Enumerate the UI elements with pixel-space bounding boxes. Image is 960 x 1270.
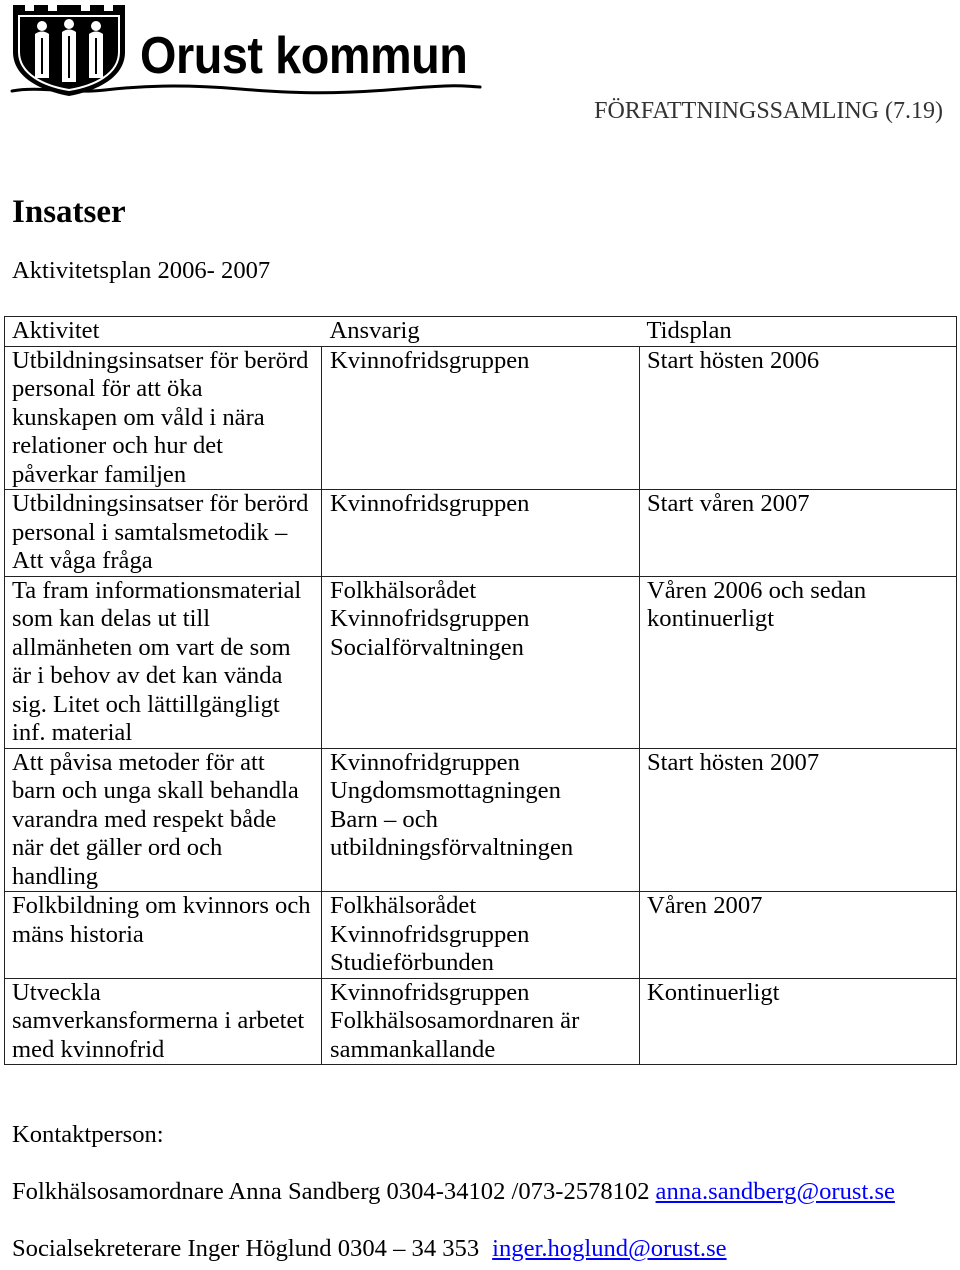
cell-text-line: Att påvisa metoder för att	[12, 748, 265, 776]
cell-aktivitet	[5, 576, 322, 748]
cell-text-line: varandra med respekt både	[12, 805, 277, 833]
cell-text-line: Barn – och	[330, 805, 438, 833]
cell-text-line: Start våren 2007	[647, 490, 810, 517]
cell-text-line: Ta fram informationsmaterial	[12, 576, 302, 604]
cell-text-line: relationer och hur det	[12, 432, 224, 459]
cell-text-line: Folkbildning om kvinnors och	[12, 892, 311, 919]
cell-ansvarig	[322, 576, 640, 748]
cell-text-line: Start hösten 2007	[647, 748, 820, 776]
cell-text-line: är i behov av det kan vända	[12, 662, 283, 689]
cell-text-line: Att våga fråga	[12, 547, 153, 574]
cell-text-line: med kvinnofrid	[12, 1035, 165, 1063]
cell-ansvarig	[322, 748, 640, 892]
cell-text-line: Start hösten 2006	[647, 346, 820, 374]
cell-text-line: Våren 2007	[647, 892, 763, 919]
cell-ansvarig	[322, 490, 640, 577]
column-header-ansvarig: Ansvarig	[322, 317, 640, 347]
cell-text-line: Kvinnofridsgruppen	[330, 920, 530, 948]
cell-text-line: Folkhälsosamordnaren är	[330, 1007, 580, 1034]
plan-subtitle: Aktivitetsplan 2006- 2007	[12, 257, 271, 284]
cell-text-line: Folkhälsorådet	[330, 576, 477, 604]
cell-text-line: barn och unga skall behandla	[12, 777, 299, 804]
email-link-anna-sandberg[interactable]: anna.sandberg@orust.se	[655, 1178, 895, 1205]
cell-aktivitet	[5, 346, 322, 490]
collection-label: FÖRFATTNINGSSAMLING (7.19)	[594, 98, 943, 124]
organization-name: Orust kommun	[140, 27, 468, 85]
cell-text-line: personal i samtalsmetodik –	[12, 518, 288, 546]
cell-tidsplan	[640, 978, 957, 1065]
cell-text-line: samverkansformerna i arbetet	[12, 1007, 305, 1034]
cell-text-line: påverkar familjen	[12, 460, 187, 488]
cell-tidsplan	[640, 490, 957, 577]
cell-aktivitet	[5, 892, 322, 979]
table-row	[5, 490, 957, 577]
coat-of-arms-icon	[12, 2, 126, 97]
cell-text-line: kontinuerligt	[647, 605, 775, 632]
column-header-aktivitet: Aktivitet	[5, 317, 322, 347]
cell-aktivitet	[5, 748, 322, 892]
cell-text-line: Kvinnofridsgruppen	[330, 605, 530, 632]
cell-text-line: kunskapen om våld i nära	[12, 403, 265, 431]
cell-text-line: Utbildningsinsatser för berörd	[12, 346, 309, 374]
cell-text-line: handling	[12, 862, 99, 890]
cell-text-line: personal för att öka	[12, 375, 203, 402]
cell-text-line: som kan delas ut till	[12, 605, 211, 632]
cell-text-line: utbildningsförvaltningen	[330, 834, 574, 861]
table-row	[5, 346, 957, 490]
cell-text-line: Kvinnofridsgruppen	[330, 346, 530, 374]
cell-ansvarig	[322, 978, 640, 1065]
table-head	[5, 317, 957, 347]
cell-text-line: Ungdomsmottagningen	[330, 777, 561, 804]
cell-tidsplan	[640, 892, 957, 979]
table-row	[5, 748, 957, 892]
table-row	[5, 892, 957, 979]
cell-text-line: Kvinnofridsgruppen	[330, 978, 530, 1006]
column-header-tidsplan: Tidsplan	[640, 317, 957, 347]
cell-text-line: Kvinnofridsgruppen	[330, 490, 530, 517]
cell-ansvarig	[322, 346, 640, 490]
cell-text-line: sig. Litet och lättillgängligt	[12, 690, 280, 718]
cell-text-line: mäns historia	[12, 920, 144, 948]
cell-text-line: Våren 2006 och sedan	[647, 576, 867, 604]
cell-text-line: inf. material	[12, 719, 133, 746]
cell-text-line: när det gäller ord och	[12, 834, 223, 861]
cell-aktivitet	[5, 978, 322, 1065]
cell-tidsplan	[640, 576, 957, 748]
cell-aktivitet	[5, 490, 322, 577]
cell-text-line: Socialförvaltningen	[330, 633, 524, 661]
table-header-row	[5, 317, 957, 347]
cell-tidsplan	[640, 346, 957, 490]
cell-text-line: Utbildningsinsatser för berörd	[12, 490, 309, 517]
contact-details: Socialsekreterare Inger Höglund 0304 – 34 353	[12, 1235, 480, 1262]
section-title: Insatser	[12, 194, 126, 230]
activity-plan-table	[4, 316, 957, 1065]
table-row	[5, 576, 957, 748]
contact-details: Folkhälsosamordnare Anna Sandberg 0304-34102 /073-2578102	[12, 1178, 650, 1205]
contact-person-1	[12, 1178, 895, 1207]
contact-heading: Kontaktperson:	[12, 1121, 164, 1148]
cell-text-line: allmänheten om vart de som	[12, 633, 291, 661]
cell-text-line: Folkhälsorådet	[330, 892, 477, 919]
email-link-inger-hoglund[interactable]: inger.hoglund@orust.se	[492, 1235, 727, 1262]
cell-text-line: sammankallande	[330, 1035, 496, 1063]
cell-tidsplan	[640, 748, 957, 892]
cell-text-line: Studieförbunden	[330, 949, 494, 976]
contact-person-2	[12, 1235, 727, 1264]
cell-text-line: Utveckla	[12, 978, 101, 1006]
table-row	[5, 978, 957, 1065]
cell-text-line: Kontinuerligt	[647, 978, 780, 1006]
cell-text-line: Kvinnofridgruppen	[330, 748, 520, 776]
cell-ansvarig	[322, 892, 640, 979]
table-body	[5, 346, 957, 1065]
